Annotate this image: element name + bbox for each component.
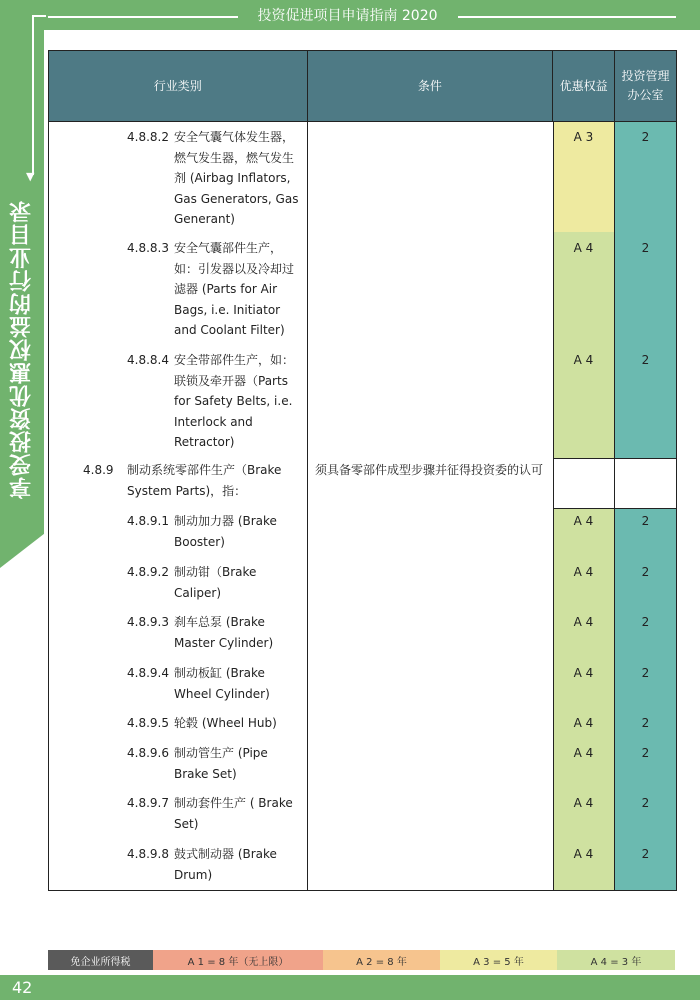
industry-table [48,50,677,891]
item-number: 4.8.9.1 [127,514,169,528]
item-description: 安全带部件生产，如：联锁及牵开器（Parts for Safety Belts, i.e. Interlock and Retractor) [174,353,295,449]
legend-item: A 4 = 3 年 [557,950,675,970]
office-bg [615,122,676,458]
office-number: 2 [641,666,650,680]
benefit-grade: A 3 [573,130,594,144]
benefit-grade: A 4 [573,716,594,730]
item-description: 制动管生产 (Pipe Brake Set) [174,746,268,781]
item-number: 4.8.8.4 [127,353,169,367]
office-number: 2 [641,746,650,760]
item-description: 制动系统零部件生产（Brake System Parts)，指： [127,463,282,498]
benefit-grade: A 4 [573,666,594,680]
benefit-grade: A 4 [573,514,594,528]
header-benefit: 优惠权益 [553,51,615,121]
header-office: 投资管理办公室 [621,69,670,102]
legend-item: A 3 = 5 年 [440,950,557,970]
item-number: 4.8.9.4 [127,666,169,680]
benefit-grade: A 4 [573,796,594,810]
office-number: 2 [641,241,650,255]
item-number: 4.8.9.2 [127,565,169,579]
item-number: 4.8.9 [83,463,114,477]
page-number: 42 [12,978,33,997]
header-condition: 条件 [308,51,554,121]
item-number: 4.8.9.3 [127,615,169,629]
legend-item: A 2 = 8 年 [323,950,440,970]
item-description: 制动加力器 (Brake Booster) [174,514,277,549]
office-number: 2 [641,130,650,144]
item-description: 鼓式制动器 (Brake Drum) [174,847,277,882]
legend [48,950,675,970]
item-description: 轮毂 (Wheel Hub) [174,716,277,730]
benefit-grade: A 4 [573,615,594,629]
condition-text: 须具备零部件成型步骤并征得投资委的认可 [315,463,544,477]
item-number: 4.8.8.3 [127,241,169,255]
item-number: 4.8.9.8 [127,847,169,861]
top-divider-left [48,16,238,18]
item-number: 4.8.9.5 [127,716,169,730]
benefit-grade: A 4 [573,746,594,760]
item-description: 制动钳（Brake Caliper) [174,565,257,600]
item-number: 4.8.9.6 [127,746,169,760]
item-description: 安全气囊部件生产，如：引发器以及冷却过滤器 (Parts for Air Bags, i.e. Initiator and Coolant Filter) [174,241,295,337]
decorative-line [32,15,34,175]
arrow-down-icon: ▼ [26,170,35,183]
document-title: 投资促进项目申请指南 2020 [257,8,438,24]
column-divider [307,122,308,890]
office-number: 2 [641,353,650,367]
office-number: 2 [641,847,650,861]
footer-band [0,975,700,1000]
top-divider-right [458,16,676,18]
legend-item: A 1 = 8 年（无上限） [153,950,323,970]
header-category: 行业类别 [49,51,308,121]
office-number: 2 [641,716,650,730]
office-number: 2 [641,796,650,810]
benefit-grade: A 4 [573,353,594,367]
sidebar-title: 享受投资优惠权益的行业目录 [9,200,35,500]
benefit-grade: A 4 [573,241,594,255]
item-description: 制动板缸 (Brake Wheel Cylinder) [174,666,270,701]
office-number: 2 [641,615,650,629]
item-number: 4.8.8.2 [127,130,169,144]
table-body [49,121,676,890]
office-number: 2 [641,565,650,579]
decorative-line [32,15,46,17]
benefit-grade: A 4 [573,565,594,579]
item-number: 4.8.9.7 [127,796,169,810]
legend-item: 免企业所得税 [48,950,153,970]
office-number: 2 [641,514,650,528]
item-description: 制动套件生产 ( Brake Set) [174,796,293,831]
item-description: 刹车总泵 (Brake Master Cylinder) [174,615,274,650]
grade-bg-a4 [553,232,614,458]
benefit-grade: A 4 [573,847,594,861]
table-header [49,51,676,121]
item-description: 安全气囊气体发生器，燃气发生器，燃气发生剂 (Airbag Inflators, Gas Generators, Gas Generant) [174,130,299,226]
